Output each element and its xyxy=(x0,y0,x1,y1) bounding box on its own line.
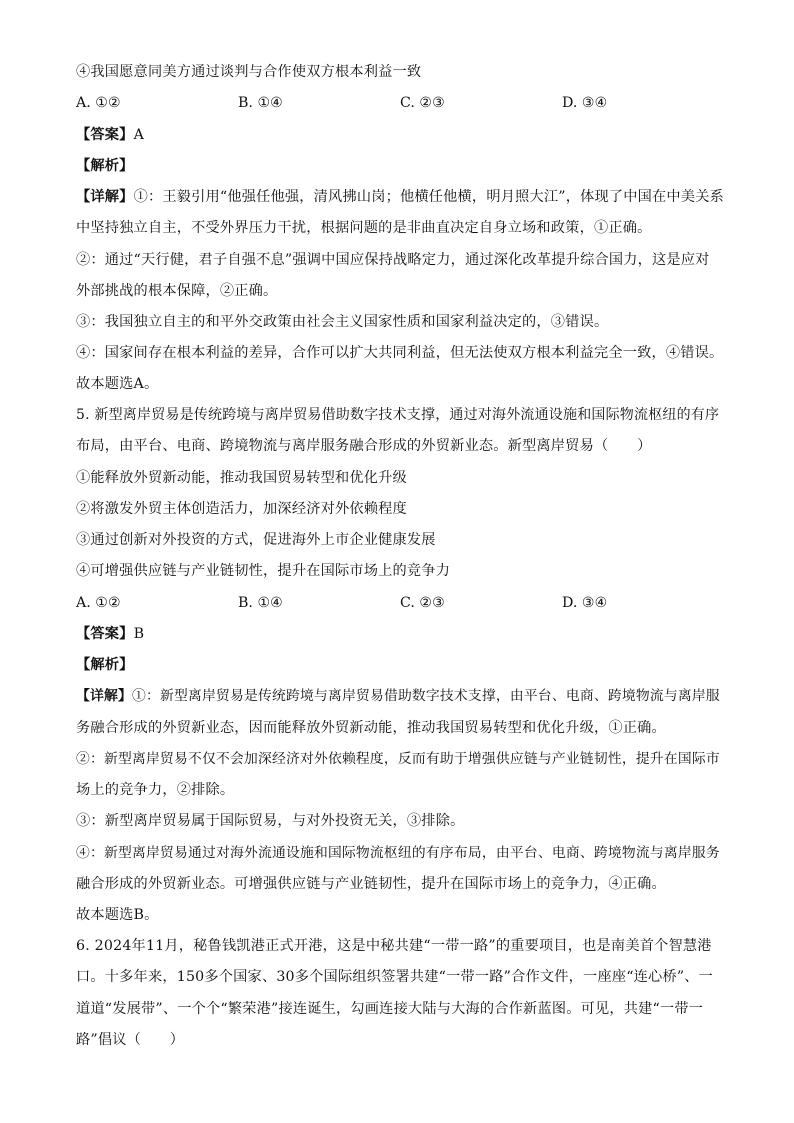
q4-detail-line: 【详解】①：王毅引用“他强任他强，清风拂山岗；他横任他横，明月照大江”，体现了中国在中美关系 xyxy=(76,189,724,205)
q5-answer xyxy=(76,624,726,644)
q5-option-a: A. ①② xyxy=(76,595,121,611)
answer-tag: 【答案】 xyxy=(76,127,134,143)
q4-answer xyxy=(76,125,726,145)
q4-option-a: A. ①② xyxy=(76,95,121,111)
q6-stem-line: 口。十多年来，150多个国家、30多个国际组织签署共建“一带一路”合作文件，一座座“连心桥”、一 xyxy=(76,969,714,985)
q6-stem-line: 道道“发展带”、一个个“繁荣港”接连诞生，勾画连接大陆与大海的合作新蓝图。可见，共建“一带一 xyxy=(76,1001,704,1017)
q5-options xyxy=(76,593,726,613)
q6-stem-line: 路”倡议（ ） xyxy=(76,1032,185,1048)
q4-detail-line: ④：国家间存在根本利益的差异，合作可以扩大共同利益，但无法使双方根本利益完全一致，④错误。 xyxy=(76,345,724,361)
q5-detail-line: 务融合形成的外贸新业态，因而能释放外贸新动能，推动我国贸易转型和优化升级，①正确。 xyxy=(76,720,666,736)
q5-detail-line: ③：新型离岸贸易属于国际贸易，与对外投资无关，③排除。 xyxy=(76,813,465,829)
q4-detail-line: ②：通过“天行健，君子自强不息”强调中国应保持战略定力，通过深化改革提升综合国力，这是应对 xyxy=(76,252,710,268)
q5-stem-line: 5. 新型离岸贸易是传统跨境与离岸贸易借助数字技术支撑，通过对海外流通设施和国际物流枢纽的有序 xyxy=(76,407,720,423)
q5-detail-line: 场上的竞争力，②排除。 xyxy=(76,782,235,798)
q5-item-4: ④可增强供应链与产业链韧性，提升在国际市场上的竞争力 xyxy=(76,563,451,579)
q6-stem-line: 6. 2024年11月，秘鲁钱凯港正式开港，这是中秘共建“一带一路”的重要项目，也是南美首个智慧港 xyxy=(76,938,712,954)
q4-option-c: C. ②③ xyxy=(400,95,445,111)
q4-conclusion: 故本题选A。 xyxy=(76,376,159,392)
q4-analysis-tag: 【解析】 xyxy=(76,158,134,174)
q4-option-b: B. ①④ xyxy=(238,95,283,111)
q5-item-3: ③通过创新对外投资的方式，促进海外上市企业健康发展 xyxy=(76,532,436,548)
q4-detail-line: ③：我国独立自主的和平外交政策由社会主义国家性质和国家利益决定的，③错误。 xyxy=(76,314,609,330)
answer-tag: 【答案】 xyxy=(76,626,134,642)
detail-tag: 【详解】 xyxy=(76,688,132,704)
q4-item-4: ④我国愿意同美方通过谈判与合作使双方根本利益一致 xyxy=(76,64,422,80)
q5-detail-line: 融合形成的外贸新业态。可增强供应链与产业链韧性，提升在国际市场上的竞争力，④正确。 xyxy=(76,876,666,892)
q5-option-d: D. ③④ xyxy=(562,595,608,611)
q5-item-2: ②将激发外贸主体创造活力，加深经济对外依赖程度 xyxy=(76,501,407,517)
q4-option-d: D. ③④ xyxy=(562,95,608,111)
q5-detail-line: ④：新型离岸贸易通过对海外流通设施和国际物流枢纽的有序布局，由平台、电商、跨境物流与离岸服务 xyxy=(76,845,720,861)
q5-option-b: B. ①④ xyxy=(238,595,283,611)
answer-value: B xyxy=(133,626,145,642)
q5-analysis-tag: 【解析】 xyxy=(76,657,134,673)
q5-detail-line: ②：新型离岸贸易不仅不会加深经济对外依赖程度，反而有助于增强供应链与产业链韧性，提升在国际市 xyxy=(76,751,720,767)
answer-value: A xyxy=(133,127,145,143)
q5-stem-line: 布局，由平台、电商、跨境物流与离岸服务融合形成的外贸新业态。新型离岸贸易（ ） xyxy=(76,438,652,454)
detail-tag: 【详解】 xyxy=(76,189,134,205)
q5-detail-line: 【详解】①：新型离岸贸易是传统跨境与离岸贸易借助数字技术支撑，由平台、电商、跨境物流与离岸服 xyxy=(76,688,720,704)
q5-item-1: ①能释放外贸新动能，推动我国贸易转型和优化升级 xyxy=(76,470,407,486)
q4-detail-line: 外部挑战的根本保障，②正确。 xyxy=(76,283,278,299)
q4-options xyxy=(76,93,726,113)
q4-detail-line: 中坚持独立自主，不受外界压力干扰，根据问题的是非曲直决定自身立场和政策，①正确。 xyxy=(76,220,652,236)
q5-conclusion: 故本题选B。 xyxy=(76,907,159,923)
q5-option-c: C. ②③ xyxy=(400,595,445,611)
